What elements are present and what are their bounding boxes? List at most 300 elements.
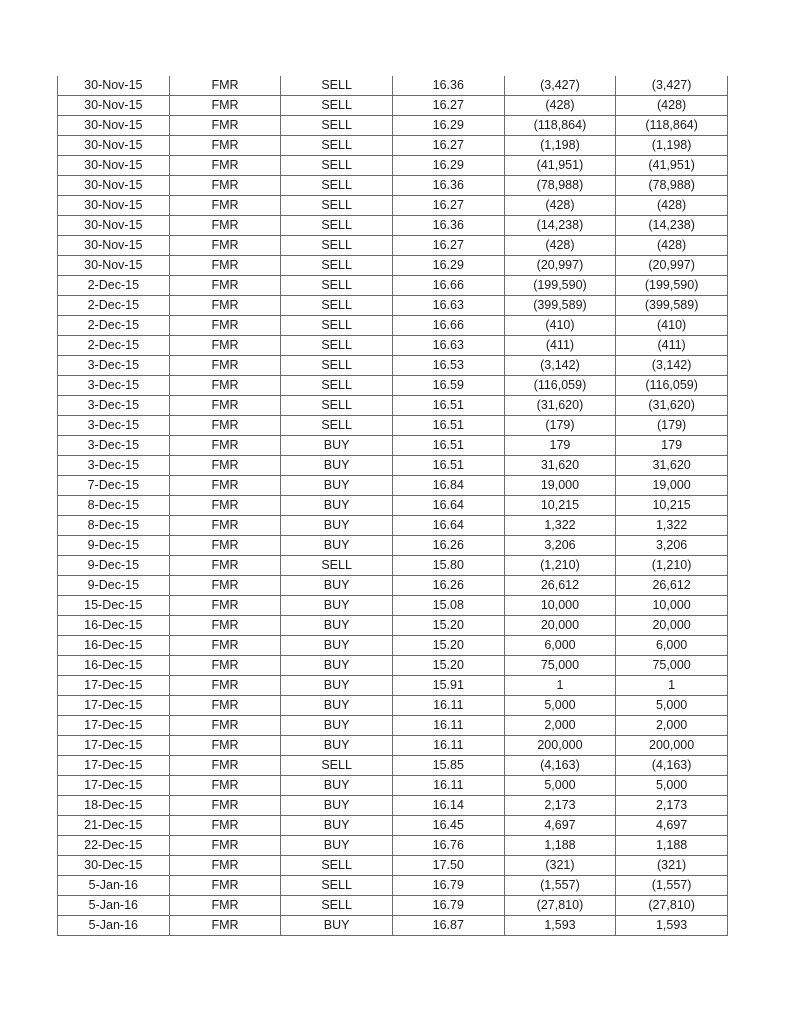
table-row (58, 616, 728, 636)
shares-cell: 5,000 (504, 776, 616, 796)
net-change-cell: (4,163) (616, 756, 728, 776)
net-change-cell: 26,612 (616, 576, 728, 596)
date-cell: 2-Dec-15 (58, 276, 170, 296)
net-change-cell: 10,215 (616, 496, 728, 516)
shares-cell: (41,951) (504, 156, 616, 176)
action-cell: SELL (281, 316, 393, 336)
action-cell: BUY (281, 676, 393, 696)
price-cell: 16.51 (392, 456, 504, 476)
price-cell: 16.53 (392, 356, 504, 376)
net-change-cell: 20,000 (616, 616, 728, 636)
net-change-cell: (20,997) (616, 256, 728, 276)
table-row (58, 456, 728, 476)
shares-cell: 6,000 (504, 636, 616, 656)
holder-cell: FMR (169, 196, 281, 216)
table-row (58, 916, 728, 936)
price-cell: 15.20 (392, 616, 504, 636)
shares-cell: 200,000 (504, 736, 616, 756)
date-cell: 2-Dec-15 (58, 296, 170, 316)
table-row (58, 196, 728, 216)
net-change-cell: (321) (616, 856, 728, 876)
date-cell: 2-Dec-15 (58, 336, 170, 356)
net-change-cell: 3,206 (616, 536, 728, 556)
holder-cell: FMR (169, 636, 281, 656)
holder-cell: FMR (169, 476, 281, 496)
price-cell: 16.51 (392, 416, 504, 436)
shares-cell: (3,427) (504, 76, 616, 96)
shares-cell: 10,000 (504, 596, 616, 616)
price-cell: 17.50 (392, 856, 504, 876)
table-row (58, 156, 728, 176)
holder-cell: FMR (169, 556, 281, 576)
holder-cell: FMR (169, 676, 281, 696)
shares-cell: (428) (504, 96, 616, 116)
price-cell: 16.29 (392, 256, 504, 276)
net-change-cell: 2,000 (616, 716, 728, 736)
date-cell: 22-Dec-15 (58, 836, 170, 856)
action-cell: SELL (281, 356, 393, 376)
table-row (58, 676, 728, 696)
date-cell: 17-Dec-15 (58, 676, 170, 696)
price-cell: 16.36 (392, 176, 504, 196)
holder-cell: FMR (169, 356, 281, 376)
shares-cell: 2,173 (504, 796, 616, 816)
net-change-cell: 10,000 (616, 596, 728, 616)
table-row (58, 816, 728, 836)
date-cell: 30-Nov-15 (58, 196, 170, 216)
shares-cell: 10,215 (504, 496, 616, 516)
net-change-cell: (118,864) (616, 116, 728, 136)
table-row (58, 376, 728, 396)
table-row (58, 96, 728, 116)
net-change-cell: (31,620) (616, 396, 728, 416)
holder-cell: FMR (169, 116, 281, 136)
holder-cell: FMR (169, 816, 281, 836)
table-row (58, 396, 728, 416)
shares-cell: (1,198) (504, 136, 616, 156)
date-cell: 3-Dec-15 (58, 396, 170, 416)
net-change-cell: 5,000 (616, 696, 728, 716)
net-change-cell: (1,557) (616, 876, 728, 896)
action-cell: BUY (281, 516, 393, 536)
price-cell: 16.14 (392, 796, 504, 816)
price-cell: 16.84 (392, 476, 504, 496)
shares-cell: 1,322 (504, 516, 616, 536)
table-row (58, 276, 728, 296)
date-cell: 9-Dec-15 (58, 576, 170, 596)
net-change-cell: (14,238) (616, 216, 728, 236)
net-change-cell: 4,697 (616, 816, 728, 836)
action-cell: BUY (281, 736, 393, 756)
table-row (58, 256, 728, 276)
price-cell: 16.26 (392, 536, 504, 556)
price-cell: 16.64 (392, 516, 504, 536)
table-row (58, 796, 728, 816)
shares-cell: 5,000 (504, 696, 616, 716)
net-change-cell: 1 (616, 676, 728, 696)
shares-cell: (27,810) (504, 896, 616, 916)
action-cell: SELL (281, 176, 393, 196)
action-cell: BUY (281, 656, 393, 676)
shares-cell: 19,000 (504, 476, 616, 496)
holder-cell: FMR (169, 256, 281, 276)
shares-cell: 179 (504, 436, 616, 456)
table-row (58, 576, 728, 596)
net-change-cell: (41,951) (616, 156, 728, 176)
action-cell: BUY (281, 836, 393, 856)
price-cell: 15.20 (392, 656, 504, 676)
table-row (58, 336, 728, 356)
action-cell: BUY (281, 436, 393, 456)
net-change-cell: (411) (616, 336, 728, 356)
price-cell: 16.11 (392, 776, 504, 796)
shares-cell: (14,238) (504, 216, 616, 236)
action-cell: SELL (281, 116, 393, 136)
action-cell: SELL (281, 876, 393, 896)
date-cell: 16-Dec-15 (58, 636, 170, 656)
holder-cell: FMR (169, 396, 281, 416)
holder-cell: FMR (169, 836, 281, 856)
price-cell: 16.29 (392, 116, 504, 136)
date-cell: 30-Nov-15 (58, 136, 170, 156)
date-cell: 3-Dec-15 (58, 376, 170, 396)
date-cell: 17-Dec-15 (58, 716, 170, 736)
holder-cell: FMR (169, 156, 281, 176)
date-cell: 8-Dec-15 (58, 496, 170, 516)
action-cell: SELL (281, 196, 393, 216)
holder-cell: FMR (169, 656, 281, 676)
date-cell: 15-Dec-15 (58, 596, 170, 616)
net-change-cell: 6,000 (616, 636, 728, 656)
shares-cell: (411) (504, 336, 616, 356)
date-cell: 17-Dec-15 (58, 696, 170, 716)
holder-cell: FMR (169, 696, 281, 716)
date-cell: 3-Dec-15 (58, 356, 170, 376)
holder-cell: FMR (169, 576, 281, 596)
price-cell: 15.91 (392, 676, 504, 696)
net-change-cell: (1,198) (616, 136, 728, 156)
action-cell: BUY (281, 576, 393, 596)
net-change-cell: (3,142) (616, 356, 728, 376)
holder-cell: FMR (169, 536, 281, 556)
net-change-cell: 1,593 (616, 916, 728, 936)
action-cell: BUY (281, 696, 393, 716)
holder-cell: FMR (169, 716, 281, 736)
action-cell: BUY (281, 776, 393, 796)
shares-cell: (199,590) (504, 276, 616, 296)
net-change-cell: (428) (616, 96, 728, 116)
price-cell: 16.51 (392, 436, 504, 456)
shares-cell: (20,997) (504, 256, 616, 276)
net-change-cell: 1,188 (616, 836, 728, 856)
date-cell: 3-Dec-15 (58, 436, 170, 456)
transactions-table (57, 76, 728, 936)
action-cell: BUY (281, 916, 393, 936)
price-cell: 16.87 (392, 916, 504, 936)
table-row (58, 716, 728, 736)
table-row (58, 536, 728, 556)
date-cell: 8-Dec-15 (58, 516, 170, 536)
shares-cell: 1,593 (504, 916, 616, 936)
action-cell: SELL (281, 756, 393, 776)
holder-cell: FMR (169, 336, 281, 356)
net-change-cell: 200,000 (616, 736, 728, 756)
action-cell: SELL (281, 336, 393, 356)
net-change-cell: (179) (616, 416, 728, 436)
price-cell: 15.20 (392, 636, 504, 656)
shares-cell: (179) (504, 416, 616, 436)
table-row (58, 416, 728, 436)
price-cell: 16.27 (392, 196, 504, 216)
shares-cell: 2,000 (504, 716, 616, 736)
action-cell: SELL (281, 96, 393, 116)
shares-cell: (1,210) (504, 556, 616, 576)
action-cell: SELL (281, 556, 393, 576)
net-change-cell: (3,427) (616, 76, 728, 96)
net-change-cell: (428) (616, 196, 728, 216)
holder-cell: FMR (169, 96, 281, 116)
holder-cell: FMR (169, 416, 281, 436)
price-cell: 16.66 (392, 276, 504, 296)
price-cell: 16.76 (392, 836, 504, 856)
table-row (58, 896, 728, 916)
action-cell: BUY (281, 716, 393, 736)
table-row (58, 516, 728, 536)
holder-cell: FMR (169, 436, 281, 456)
date-cell: 17-Dec-15 (58, 776, 170, 796)
holder-cell: FMR (169, 316, 281, 336)
action-cell: SELL (281, 136, 393, 156)
price-cell: 15.85 (392, 756, 504, 776)
shares-cell: (428) (504, 196, 616, 216)
holder-cell: FMR (169, 76, 281, 96)
holder-cell: FMR (169, 296, 281, 316)
net-change-cell: 1,322 (616, 516, 728, 536)
date-cell: 30-Dec-15 (58, 856, 170, 876)
table-row (58, 316, 728, 336)
date-cell: 3-Dec-15 (58, 456, 170, 476)
action-cell: BUY (281, 616, 393, 636)
price-cell: 16.36 (392, 76, 504, 96)
action-cell: SELL (281, 416, 393, 436)
holder-cell: FMR (169, 856, 281, 876)
date-cell: 7-Dec-15 (58, 476, 170, 496)
net-change-cell: (399,589) (616, 296, 728, 316)
table-row (58, 216, 728, 236)
holder-cell: FMR (169, 136, 281, 156)
holder-cell: FMR (169, 876, 281, 896)
date-cell: 3-Dec-15 (58, 416, 170, 436)
shares-cell: 20,000 (504, 616, 616, 636)
holder-cell: FMR (169, 496, 281, 516)
holder-cell: FMR (169, 376, 281, 396)
table-row (58, 236, 728, 256)
shares-cell: (78,988) (504, 176, 616, 196)
holder-cell: FMR (169, 736, 281, 756)
net-change-cell: 5,000 (616, 776, 728, 796)
date-cell: 17-Dec-15 (58, 736, 170, 756)
date-cell: 9-Dec-15 (58, 536, 170, 556)
holder-cell: FMR (169, 616, 281, 636)
holder-cell: FMR (169, 216, 281, 236)
shares-cell: (3,142) (504, 356, 616, 376)
net-change-cell: (410) (616, 316, 728, 336)
shares-cell: (399,589) (504, 296, 616, 316)
price-cell: 16.64 (392, 496, 504, 516)
action-cell: SELL (281, 296, 393, 316)
price-cell: 16.59 (392, 376, 504, 396)
action-cell: BUY (281, 816, 393, 836)
holder-cell: FMR (169, 276, 281, 296)
date-cell: 21-Dec-15 (58, 816, 170, 836)
table-row (58, 856, 728, 876)
action-cell: BUY (281, 796, 393, 816)
action-cell: BUY (281, 536, 393, 556)
price-cell: 16.51 (392, 396, 504, 416)
action-cell: BUY (281, 496, 393, 516)
date-cell: 30-Nov-15 (58, 76, 170, 96)
shares-cell: 31,620 (504, 456, 616, 476)
net-change-cell: (27,810) (616, 896, 728, 916)
table-row (58, 756, 728, 776)
holder-cell: FMR (169, 776, 281, 796)
price-cell: 16.66 (392, 316, 504, 336)
price-cell: 16.63 (392, 336, 504, 356)
date-cell: 16-Dec-15 (58, 616, 170, 636)
table-row (58, 496, 728, 516)
action-cell: BUY (281, 456, 393, 476)
net-change-cell: 2,173 (616, 796, 728, 816)
holder-cell: FMR (169, 456, 281, 476)
table-row (58, 876, 728, 896)
holder-cell: FMR (169, 176, 281, 196)
net-change-cell: (78,988) (616, 176, 728, 196)
action-cell: BUY (281, 636, 393, 656)
date-cell: 5-Jan-16 (58, 896, 170, 916)
table-row (58, 176, 728, 196)
price-cell: 16.36 (392, 216, 504, 236)
date-cell: 9-Dec-15 (58, 556, 170, 576)
holder-cell: FMR (169, 756, 281, 776)
shares-cell: 1,188 (504, 836, 616, 856)
price-cell: 16.11 (392, 736, 504, 756)
holder-cell: FMR (169, 896, 281, 916)
table-row (58, 136, 728, 156)
action-cell: SELL (281, 276, 393, 296)
action-cell: SELL (281, 236, 393, 256)
action-cell: SELL (281, 76, 393, 96)
holder-cell: FMR (169, 916, 281, 936)
date-cell: 30-Nov-15 (58, 156, 170, 176)
table-row (58, 76, 728, 96)
shares-cell: (118,864) (504, 116, 616, 136)
date-cell: 30-Nov-15 (58, 96, 170, 116)
table-row (58, 696, 728, 716)
net-change-cell: 19,000 (616, 476, 728, 496)
date-cell: 30-Nov-15 (58, 256, 170, 276)
price-cell: 16.63 (392, 296, 504, 316)
shares-cell: (428) (504, 236, 616, 256)
net-change-cell: (199,590) (616, 276, 728, 296)
price-cell: 16.45 (392, 816, 504, 836)
price-cell: 16.26 (392, 576, 504, 596)
table-row (58, 116, 728, 136)
table-row (58, 436, 728, 456)
shares-cell: (4,163) (504, 756, 616, 776)
price-cell: 16.11 (392, 716, 504, 736)
action-cell: SELL (281, 856, 393, 876)
net-change-cell: 31,620 (616, 456, 728, 476)
net-change-cell: (428) (616, 236, 728, 256)
shares-cell: (31,620) (504, 396, 616, 416)
price-cell: 16.79 (392, 876, 504, 896)
action-cell: SELL (281, 896, 393, 916)
action-cell: SELL (281, 156, 393, 176)
action-cell: BUY (281, 476, 393, 496)
transactions-table-body (58, 76, 728, 936)
holder-cell: FMR (169, 516, 281, 536)
date-cell: 17-Dec-15 (58, 756, 170, 776)
shares-cell: (410) (504, 316, 616, 336)
date-cell: 30-Nov-15 (58, 116, 170, 136)
net-change-cell: (116,059) (616, 376, 728, 396)
date-cell: 30-Nov-15 (58, 236, 170, 256)
net-change-cell: 179 (616, 436, 728, 456)
shares-cell: 3,206 (504, 536, 616, 556)
price-cell: 16.27 (392, 136, 504, 156)
net-change-cell: (1,210) (616, 556, 728, 576)
action-cell: BUY (281, 596, 393, 616)
date-cell: 18-Dec-15 (58, 796, 170, 816)
table-row (58, 656, 728, 676)
date-cell: 5-Jan-16 (58, 876, 170, 896)
shares-cell: (1,557) (504, 876, 616, 896)
date-cell: 30-Nov-15 (58, 216, 170, 236)
table-row (58, 636, 728, 656)
action-cell: SELL (281, 376, 393, 396)
price-cell: 16.29 (392, 156, 504, 176)
table-row (58, 736, 728, 756)
action-cell: SELL (281, 256, 393, 276)
shares-cell: 4,697 (504, 816, 616, 836)
table-row (58, 296, 728, 316)
table-row (58, 776, 728, 796)
shares-cell: (321) (504, 856, 616, 876)
date-cell: 16-Dec-15 (58, 656, 170, 676)
table-row (58, 596, 728, 616)
price-cell: 16.79 (392, 896, 504, 916)
price-cell: 15.08 (392, 596, 504, 616)
table-row (58, 556, 728, 576)
table-row (58, 836, 728, 856)
shares-cell: (116,059) (504, 376, 616, 396)
shares-cell: 1 (504, 676, 616, 696)
table-row (58, 356, 728, 376)
shares-cell: 26,612 (504, 576, 616, 596)
date-cell: 2-Dec-15 (58, 316, 170, 336)
table-row (58, 476, 728, 496)
holder-cell: FMR (169, 236, 281, 256)
shares-cell: 75,000 (504, 656, 616, 676)
date-cell: 30-Nov-15 (58, 176, 170, 196)
action-cell: SELL (281, 216, 393, 236)
price-cell: 16.27 (392, 236, 504, 256)
action-cell: SELL (281, 396, 393, 416)
holder-cell: FMR (169, 796, 281, 816)
price-cell: 15.80 (392, 556, 504, 576)
price-cell: 16.27 (392, 96, 504, 116)
date-cell: 5-Jan-16 (58, 916, 170, 936)
